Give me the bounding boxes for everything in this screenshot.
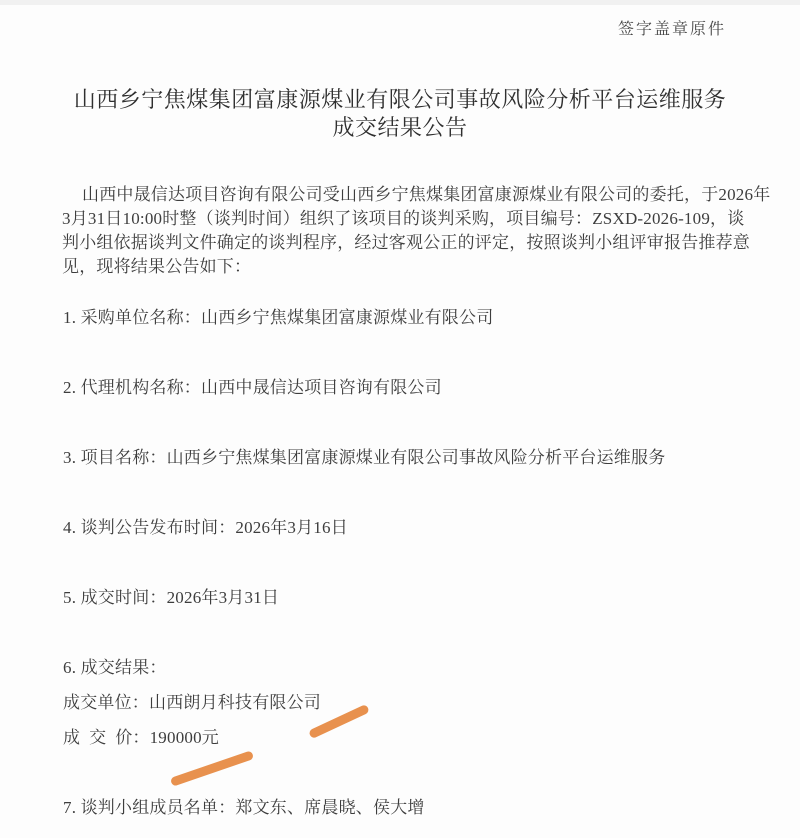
- intro-line: 判小组依据谈判文件确定的谈判程序，经过客观公正的评定，按照谈判小组评审报告推荐意: [62, 233, 750, 252]
- document-title-line1: 山西乡宁焦煤集团富康源煤业有限公司事故风险分析平台运维服务: [73, 87, 727, 112]
- item-panel-members: 7. 谈判小组成员名单：郑文东、席晨晓、侯大增: [63, 798, 425, 817]
- intro-line: 见，现将结果公告如下：: [62, 257, 252, 276]
- deal-price-line: 成 交 价：190000元: [63, 728, 219, 747]
- orange-marker-stroke-lower: [170, 750, 254, 787]
- item-deal-date: 5. 成交时间：2026年3月31日: [63, 588, 280, 607]
- intro-line: 3月31日10:00时整（谈判时间）组织了该项目的谈判采购，项目编号：ZSXD-2026-109，谈: [62, 209, 745, 228]
- corner-note-signed-sealed-original: 签字盖章原件: [617, 21, 726, 38]
- intro-line: 山西中晟信达项目咨询有限公司受山西乡宁焦煤集团富康源煤业有限公司的委托，于2026年: [82, 185, 771, 204]
- deal-winner-line: 成交单位：山西朗月科技有限公司: [63, 693, 321, 712]
- item-deal-result-heading: 6. 成交结果：: [63, 658, 167, 677]
- intro-paragraph: [62, 183, 771, 279]
- scan-edge: [0, 0, 800, 5]
- document-title: [0, 86, 800, 142]
- item-announcement-date: 4. 谈判公告发布时间：2026年3月16日: [63, 518, 348, 537]
- item-purchaser-name: 1. 采购单位名称：山西乡宁焦煤集团富康源煤业有限公司: [63, 308, 494, 327]
- document-title-line2: 成交结果公告: [332, 115, 468, 140]
- item-agency-name: 2. 代理机构名称：山西中晟信达项目咨询有限公司: [63, 378, 442, 397]
- item-project-name: 3. 项目名称：山西乡宁焦煤集团富康源煤业有限公司事故风险分析平台运维服务: [63, 448, 666, 467]
